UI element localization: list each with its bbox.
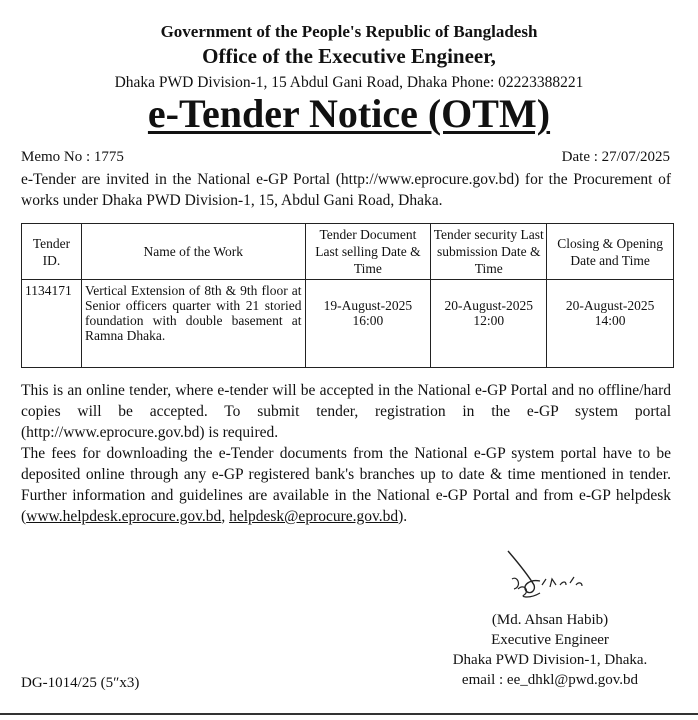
helpdesk-website-link[interactable]: www.helpdesk.eprocure.gov.bd	[26, 508, 222, 525]
table-header-row	[22, 224, 674, 280]
office-address: Dhaka PWD Division-1, 15 Abdul Gani Road, Dhaka Phone: 02223388221	[114, 74, 584, 91]
fees-text-end: ).	[398, 508, 408, 525]
office-heading: Office of the Executive Engineer,	[202, 44, 496, 68]
fees-paragraph	[21, 443, 671, 527]
link-separator: ,	[221, 508, 230, 525]
security-date-cell	[431, 280, 547, 368]
closing-date-cell	[547, 280, 674, 368]
government-heading: Government of the People's Republic of Bangladesh	[160, 22, 538, 41]
header-name-of-work: Name of the Work	[81, 224, 305, 280]
header-closing-date: Closing & Opening Date and Time	[547, 224, 674, 280]
work-name-cell: Vertical Extension of 8th & 9th floor at Senior officers quarter with 21 storied foundation with double basement at Ramna Dhaka.	[81, 280, 305, 368]
table-row	[22, 280, 674, 368]
document-date: 19-August-2025	[323, 298, 413, 313]
security-date: 20-August-2025	[444, 298, 533, 313]
notice-title	[0, 90, 698, 137]
header-tender-id: Tender ID.	[22, 224, 82, 280]
tender-id-cell: 1134171	[22, 280, 82, 368]
closing-date: 20-August-2025	[565, 298, 655, 313]
notice-date: Date : 27/07/2025	[561, 149, 670, 165]
signature-block	[430, 610, 670, 690]
online-tender-paragraph: This is an online tender, where e-tender will be accepted in the National e-GP Portal and no offline/hard copies will be accepted. To submit tender, registration in the e-GP system portal (http://www.eprocure.gov.bd) is required.	[21, 382, 671, 441]
closing-time: 14:00	[594, 313, 626, 328]
signatory-division: Dhaka PWD Division-1, Dhaka.	[452, 652, 648, 668]
signatory-email: email : ee_dhkl@pwd.gov.bd	[461, 672, 639, 688]
tender-table	[21, 223, 674, 368]
notice-title-text: e-Tender Notice (OTM)	[147, 91, 551, 136]
header-security-date: Tender security Last submission Date & Time	[431, 224, 547, 280]
security-time: 12:00	[473, 313, 505, 328]
document-date-cell	[305, 280, 431, 368]
header-document-date: Tender Document Last selling Date & Time	[305, 224, 431, 280]
fees-text: The fees for downloading the e-Tender documents from the National e-GP system portal have to be deposited online through any e-GP registered bank's branches up to date & time mentioned in tender. Further information and guidelines are available in the National e-GP Portal and from e-GP helpdesk (	[21, 445, 671, 525]
bottom-divider	[0, 713, 698, 715]
signatory-designation: Executive Engineer	[491, 632, 609, 648]
memo-number: Memo No : 1775	[21, 149, 124, 165]
handwritten-signature	[500, 545, 590, 605]
signatory-name: (Md. Ahsan Habib)	[491, 612, 609, 628]
helpdesk-email-link[interactable]: helpdesk@eprocure.gov.bd	[229, 508, 399, 525]
document-time: 16:00	[352, 313, 384, 328]
intro-paragraph: e-Tender are invited in the National e-GP Portal (http://www.eprocure.gov.bd) for the Procurement of works under Dhaka PWD Division-1, 15, Abdul Gani Road, Dhaka.	[21, 171, 671, 209]
footer-code: DG-1014/25 (5″x3)	[21, 675, 140, 691]
